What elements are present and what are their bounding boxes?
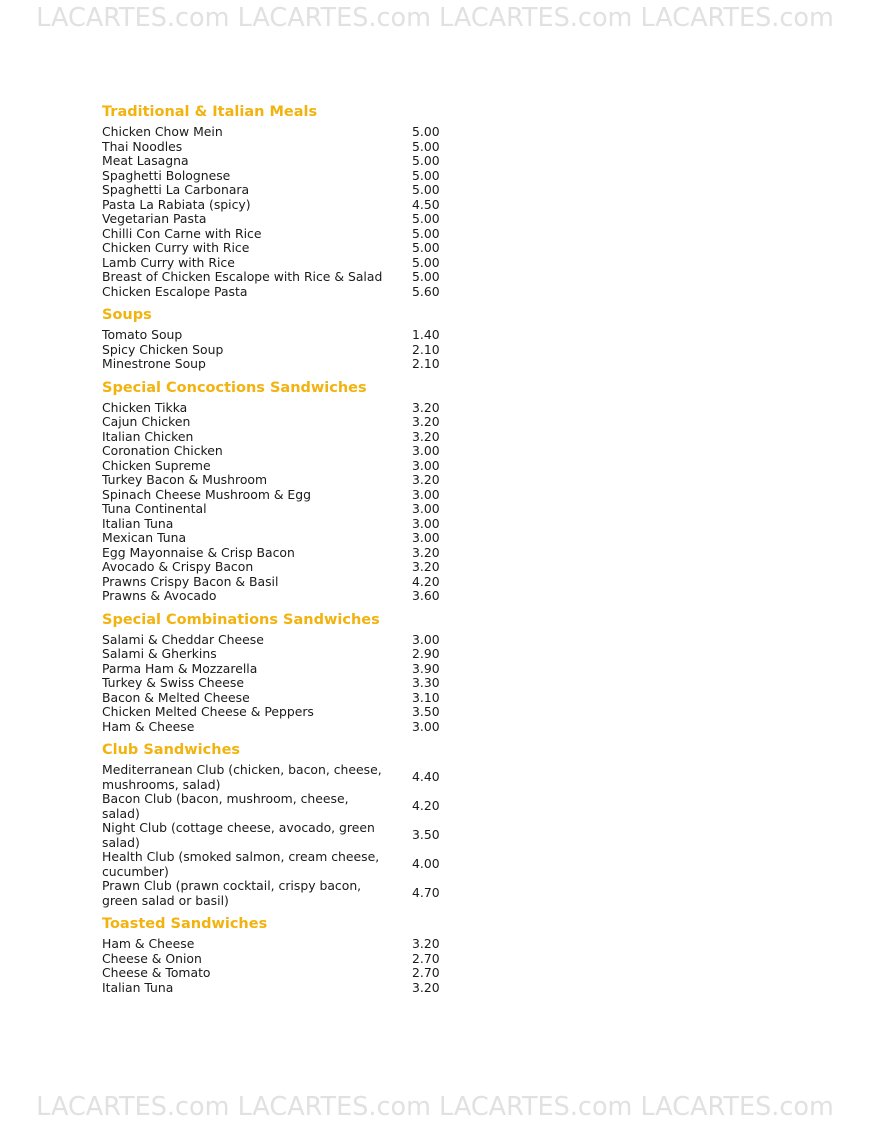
menu-item <box>102 633 442 648</box>
watermark-top: LACARTES.com LACARTES.com LACARTES.com LACARTES.com <box>36 3 834 33</box>
section-special-concoctions-sandwiches <box>102 378 442 604</box>
item-name: Salami & Cheddar Cheese <box>102 631 264 647</box>
menu-items <box>102 763 442 908</box>
item-name: Italian Tuna <box>102 515 174 531</box>
menu-item <box>102 227 442 242</box>
item-price: 3.00 <box>412 631 440 647</box>
item-name: Vegetarian Pasta <box>102 211 207 226</box>
section-special-combinations-sandwiches <box>102 610 442 735</box>
item-price: 3.20 <box>412 979 440 995</box>
item-name: Turkey Bacon & Mushroom <box>102 472 268 487</box>
item-name: Bacon Club (bacon, mushroom, cheese, salad) <box>102 791 349 821</box>
item-name: Prawn Club (prawn cocktail, crispy bacon, green salad or basil) <box>102 878 362 908</box>
menu-item <box>102 169 442 184</box>
menu-item <box>102 850 442 879</box>
item-price: 5.00 <box>412 225 440 241</box>
menu-item <box>102 792 442 821</box>
item-name: Cajun Chicken <box>102 414 191 429</box>
item-price: 3.30 <box>412 675 440 690</box>
item-price: 5.00 <box>412 167 440 183</box>
menu-item <box>102 517 442 532</box>
item-name: Night Club (cottage cheese, avocado, green salad) <box>102 820 375 850</box>
item-name: Salami & Gherkins <box>102 646 217 661</box>
item-name: Minestrone Soup <box>102 356 206 371</box>
item-name: Spaghetti Bolognese <box>102 167 231 183</box>
item-name: Mediterranean Club (chicken, bacon, cheese, mushrooms, salad) <box>102 762 382 792</box>
menu-item <box>102 763 442 792</box>
menu-item <box>102 140 442 155</box>
menu-item <box>102 720 442 735</box>
section-title: Soups <box>102 307 152 323</box>
menu-item <box>102 662 442 677</box>
item-price: 3.90 <box>412 660 440 676</box>
section-title: Traditional & Italian Meals <box>102 104 318 120</box>
item-price: 5.00 <box>412 153 440 168</box>
menu-item <box>102 183 442 198</box>
item-name: Breast of Chicken Escalope with Rice & Salad <box>102 269 383 284</box>
item-price: 4.20 <box>412 573 440 589</box>
item-name: Pasta La Rabiata (spicy) <box>102 196 251 212</box>
item-price: 5.00 <box>412 269 440 284</box>
item-price: 4.20 <box>412 798 440 814</box>
menu-item <box>102 473 442 488</box>
item-name: Ham & Cheese <box>102 718 195 734</box>
item-name: Egg Mayonnaise & Crisp Bacon <box>102 544 295 560</box>
item-price: 3.00 <box>412 530 440 545</box>
item-price: 3.20 <box>412 559 440 574</box>
item-name: Chicken Supreme <box>102 457 211 473</box>
menu-item <box>102 154 442 169</box>
menu-item <box>102 952 442 967</box>
item-price: 3.00 <box>412 515 440 531</box>
menu-items <box>102 937 442 995</box>
menu-item <box>102 531 442 546</box>
watermark-bottom: LACARTES.com LACARTES.com LACARTES.com LACARTES.com <box>36 1092 834 1122</box>
item-name: Chilli Con Carne with Rice <box>102 225 262 241</box>
item-name: Prawns Crispy Bacon & Basil <box>102 573 279 589</box>
menu-items <box>102 633 442 735</box>
item-price: 2.10 <box>412 341 440 357</box>
item-name: Mexican Tuna <box>102 530 187 545</box>
item-price: 1.40 <box>412 327 440 342</box>
section-toasted-sandwiches <box>102 914 442 995</box>
menu <box>102 102 442 1001</box>
menu-item <box>102 125 442 140</box>
item-name: Chicken Escalope Pasta <box>102 283 248 299</box>
section-club-sandwiches <box>102 740 442 908</box>
menu-item <box>102 676 442 691</box>
item-name: Chicken Chow Mein <box>102 124 223 139</box>
item-name: Spicy Chicken Soup <box>102 341 224 357</box>
menu-items <box>102 125 442 299</box>
item-price: 3.50 <box>412 827 440 843</box>
item-price: 3.00 <box>412 501 440 516</box>
item-name: Spinach Cheese Mushroom & Egg <box>102 486 311 502</box>
menu-item <box>102 357 442 372</box>
section-traditional-italian-meals <box>102 102 442 299</box>
menu-item <box>102 430 442 445</box>
item-name: Italian Tuna <box>102 979 174 995</box>
item-name: Thai Noodles <box>102 138 183 154</box>
item-price: 3.20 <box>412 414 440 429</box>
menu-item <box>102 981 442 996</box>
item-price: 3.20 <box>412 936 440 951</box>
menu-item <box>102 241 442 256</box>
menu-item <box>102 488 442 503</box>
item-name: Turkey & Swiss Cheese <box>102 675 244 690</box>
menu-item <box>102 270 442 285</box>
item-name: Chicken Tikka <box>102 399 188 415</box>
menu-item <box>102 415 442 430</box>
item-price: 3.50 <box>412 704 440 719</box>
item-price: 2.10 <box>412 356 440 371</box>
item-name: Meat Lasagna <box>102 153 189 168</box>
item-name: Bacon & Melted Cheese <box>102 689 250 705</box>
item-price: 4.00 <box>412 856 440 872</box>
item-price: 2.90 <box>412 646 440 661</box>
item-price: 5.00 <box>412 254 440 270</box>
item-price: 3.20 <box>412 428 440 444</box>
item-name: Cheese & Tomato <box>102 965 211 980</box>
menu-items <box>102 401 442 604</box>
item-price: 3.20 <box>412 544 440 560</box>
menu-item <box>102 401 442 416</box>
item-name: Chicken Curry with Rice <box>102 240 250 255</box>
menu-item <box>102 647 442 662</box>
item-name: Parma Ham & Mozzarella <box>102 660 258 676</box>
item-price: 2.70 <box>412 965 440 980</box>
item-price: 3.20 <box>412 399 440 415</box>
section-soups <box>102 305 442 372</box>
menu-item <box>102 212 442 227</box>
item-price: 4.50 <box>412 196 440 212</box>
item-price: 4.70 <box>412 885 440 901</box>
item-price: 2.70 <box>412 950 440 966</box>
section-title: Special Combinations Sandwiches <box>102 611 380 628</box>
item-name: Cheese & Onion <box>102 950 202 966</box>
menu-item <box>102 879 442 908</box>
item-price: 3.10 <box>412 689 440 705</box>
menu-item <box>102 459 442 474</box>
item-price: 4.40 <box>412 769 440 785</box>
item-name: Ham & Cheese <box>102 936 195 951</box>
menu-item <box>102 343 442 358</box>
item-name: Chicken Melted Cheese & Peppers <box>102 704 314 719</box>
item-price: 3.00 <box>412 486 440 502</box>
item-price: 3.20 <box>412 472 440 487</box>
item-price: 5.00 <box>412 211 440 226</box>
section-title: Special Concoctions Sandwiches <box>102 379 367 396</box>
menu-item <box>102 328 442 343</box>
menu-item <box>102 937 442 952</box>
menu-item <box>102 285 442 300</box>
menu-item <box>102 198 442 213</box>
menu-item <box>102 546 442 561</box>
item-price: 5.60 <box>412 283 440 299</box>
item-name: Avocado & Crispy Bacon <box>102 559 254 574</box>
section-title: Toasted Sandwiches <box>102 916 268 932</box>
item-price: 5.00 <box>412 182 440 197</box>
item-name: Tomato Soup <box>102 327 183 342</box>
menu-item <box>102 589 442 604</box>
item-name: Coronation Chicken <box>102 443 223 458</box>
menu-item <box>102 966 442 981</box>
item-name: Spaghetti La Carbonara <box>102 182 250 197</box>
item-name: Tuna Continental <box>102 501 207 516</box>
item-name: Prawns & Avocado <box>102 588 217 603</box>
menu-item <box>102 705 442 720</box>
item-price: 3.00 <box>412 443 440 458</box>
item-name: Lamb Curry with Rice <box>102 254 235 270</box>
section-title: Club Sandwiches <box>102 742 241 758</box>
item-price: 5.00 <box>412 124 440 139</box>
item-price: 5.00 <box>412 138 440 154</box>
item-price: 3.00 <box>412 457 440 473</box>
menu-item <box>102 502 442 517</box>
menu-item <box>102 575 442 590</box>
menu-item <box>102 444 442 459</box>
menu-item <box>102 560 442 575</box>
item-price: 3.60 <box>412 588 440 603</box>
menu-item <box>102 821 442 850</box>
menu-items <box>102 328 442 372</box>
item-price: 5.00 <box>412 240 440 255</box>
item-price: 3.00 <box>412 718 440 734</box>
menu-item <box>102 256 442 271</box>
menu-item <box>102 691 442 706</box>
item-name: Italian Chicken <box>102 428 194 444</box>
item-name: Health Club (smoked salmon, cream cheese, cucumber) <box>102 849 380 879</box>
